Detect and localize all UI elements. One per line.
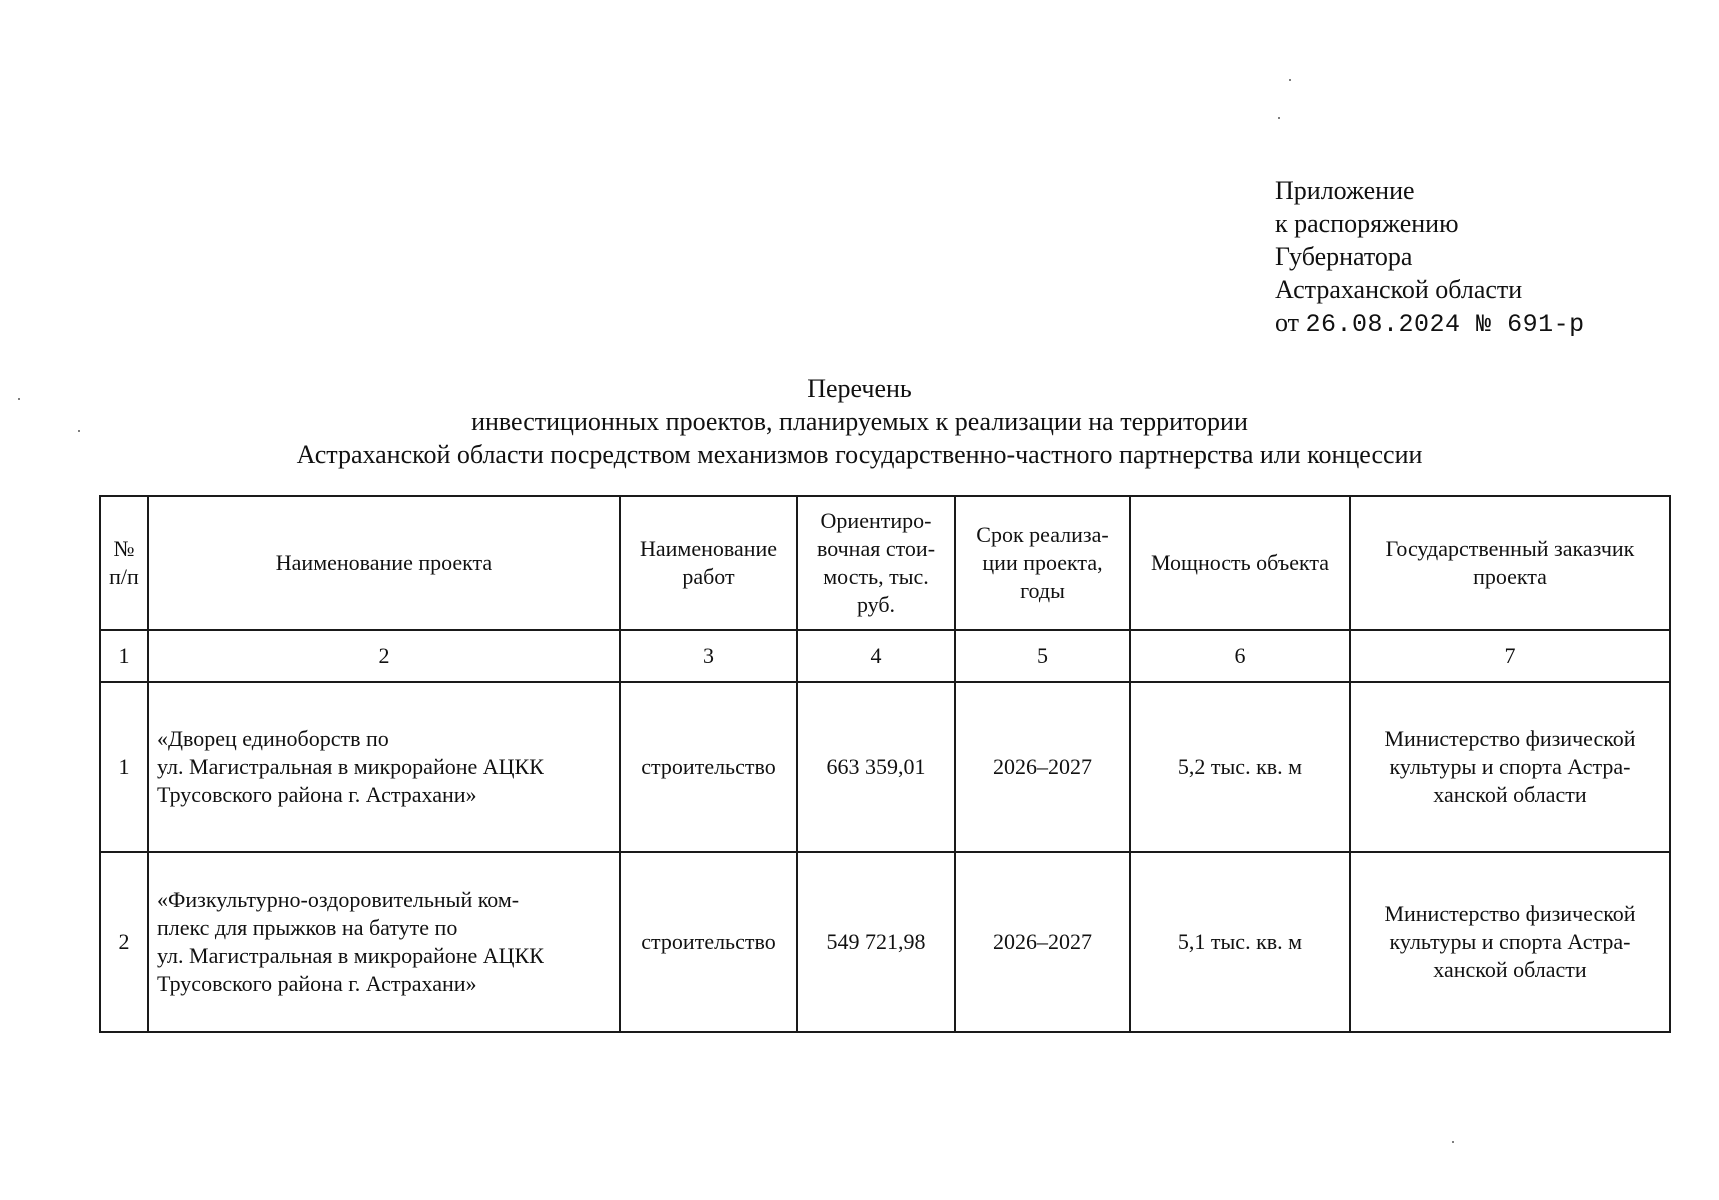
table-row [100, 682, 1670, 852]
document-heading [0, 372, 1719, 471]
order-date-number: 26.08.2024 № 691-р [1305, 310, 1585, 339]
row-number: 2 [100, 852, 148, 1032]
state-customer: Министерство физической культуры и спорта Астра- ханской области [1350, 682, 1670, 852]
project-name: «Физкультурно-оздоровительный ком- плекс для прыжков на батуте по ул. Магистральная в микрорайоне АЦКК Трусовского района г. Астрахани» [148, 852, 620, 1032]
header-num: № п/п [100, 496, 148, 630]
header-works: Наименование работ [620, 496, 797, 630]
column-number: 1 [100, 630, 148, 682]
state-customer: Министерство физической культуры и спорта Астра- ханской области [1350, 852, 1670, 1032]
table-row [100, 852, 1670, 1032]
estimated-cost: 663 359,01 [797, 682, 955, 852]
appendix-date-line [1275, 306, 1585, 341]
heading-subtitle: инвестиционных проектов, планируемых к реализации на территории [471, 407, 1248, 436]
header-project: Наименование проекта [148, 496, 620, 630]
scan-speck [1452, 1141, 1454, 1143]
works-type: строительство [620, 682, 797, 852]
object-capacity: 5,2 тыс. кв. м [1130, 682, 1350, 852]
column-number-row [100, 630, 1670, 682]
header-customer: Государственный заказчик проекта [1350, 496, 1670, 630]
implementation-term: 2026–2027 [955, 852, 1130, 1032]
scan-speck [1278, 117, 1280, 119]
column-number: 2 [148, 630, 620, 682]
implementation-term: 2026–2027 [955, 682, 1130, 852]
heading-subtitle: Астраханской области посредством механизмов государственно-частного партнерства или концессии [296, 440, 1423, 469]
column-number: 3 [620, 630, 797, 682]
row-number: 1 [100, 682, 148, 852]
column-number: 4 [797, 630, 955, 682]
table-header-row [100, 496, 1670, 630]
date-prefix: от [1275, 308, 1300, 337]
header-capacity: Мощность объекта [1130, 496, 1350, 630]
appendix-line: Приложение [1275, 176, 1415, 205]
header-cost: Ориентиро- вочная стои- мость, тыс. руб. [797, 496, 955, 630]
estimated-cost: 549 721,98 [797, 852, 955, 1032]
scan-speck [1289, 79, 1291, 81]
appendix-line: Астраханской области [1275, 275, 1523, 304]
appendix-line: Губернатора [1275, 242, 1413, 271]
object-capacity: 5,1 тыс. кв. м [1130, 852, 1350, 1032]
column-number: 5 [955, 630, 1130, 682]
header-term: Срок реализа- ции проекта, годы [955, 496, 1130, 630]
appendix-block [1275, 174, 1585, 341]
column-number: 7 [1350, 630, 1670, 682]
works-type: строительство [620, 852, 797, 1032]
heading-title: Перечень [807, 374, 912, 403]
appendix-line: к распоряжению [1275, 209, 1459, 238]
column-number: 6 [1130, 630, 1350, 682]
projects-table [99, 495, 1671, 1033]
project-name: «Дворец единоборств по ул. Магистральная в микрорайоне АЦКК Трусовского района г. Астрахани» [148, 682, 620, 852]
